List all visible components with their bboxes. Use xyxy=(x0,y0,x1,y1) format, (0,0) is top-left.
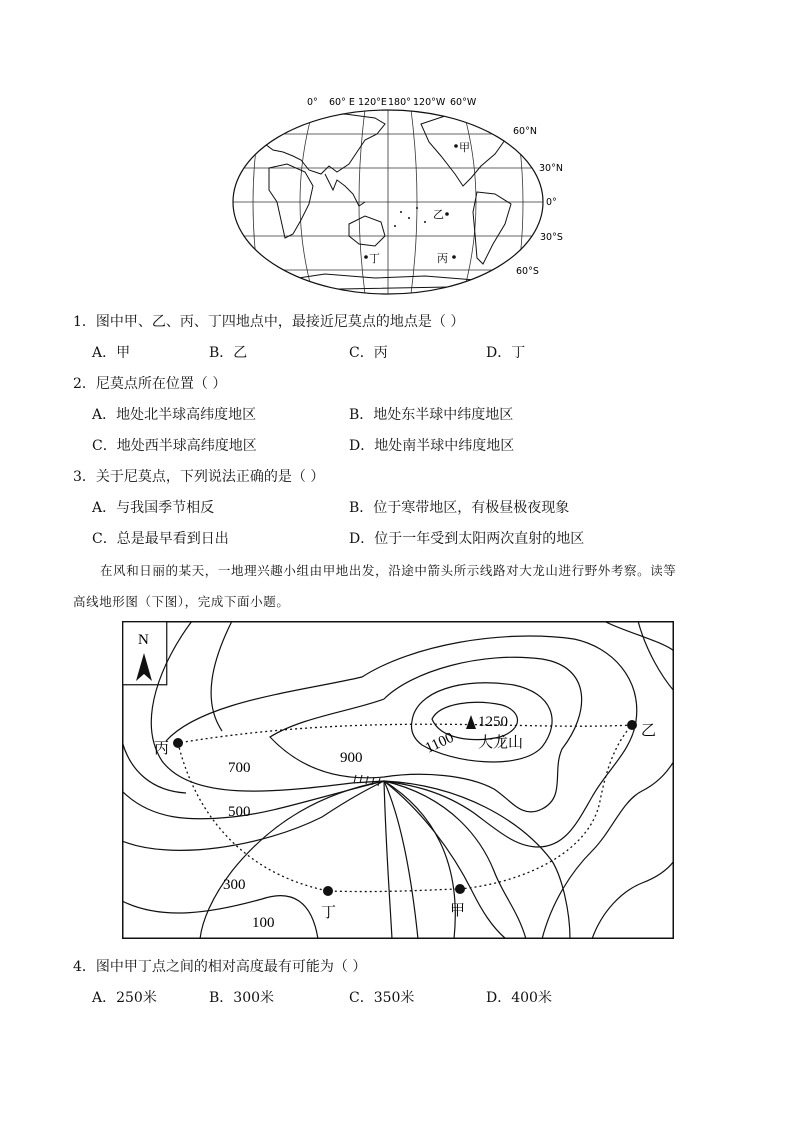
contour-label-1100: 1100 xyxy=(422,729,457,757)
q3-option-a[interactable]: A．与我国季节相反 xyxy=(92,500,215,516)
point-bing-marker xyxy=(452,255,456,259)
lat-label: 30°S xyxy=(540,232,563,243)
world-map-figure xyxy=(225,94,565,302)
q1-option-b[interactable]: B．乙 xyxy=(209,345,248,361)
point-jia-label: 甲 xyxy=(459,141,470,154)
point-yi-marker xyxy=(627,720,637,730)
contour-label-900: 900 xyxy=(340,750,363,766)
lon-label: 60° E xyxy=(329,97,355,108)
lat-label: 60°N xyxy=(513,126,537,137)
q1-option-a[interactable]: A．甲 xyxy=(92,345,131,361)
point-yi-marker xyxy=(445,212,449,216)
map-frame xyxy=(123,622,674,939)
passage-line-1: 在风和日丽的某天，一地理兴趣小组由甲地出发，沿途中箭头所示线路对大龙山进行野外考察。读等 xyxy=(100,563,677,578)
contour-label-300: 300 xyxy=(223,877,246,893)
lat-label: 60°S xyxy=(516,266,539,277)
question-1: 1．图中甲、乙、丙、丁四地点中，最接近尼莫点的地点是（ ） xyxy=(73,314,465,330)
question-2: 2．尼莫点所在位置（ ） xyxy=(73,376,227,392)
point-bing-label: 丙 xyxy=(154,741,170,757)
q2-option-a[interactable]: A．地处北半球高纬度地区 xyxy=(92,407,257,423)
q4-option-a[interactable]: A．250米 xyxy=(92,990,157,1006)
q4-option-b[interactable]: B．300米 xyxy=(209,990,275,1006)
lat-label: 0° xyxy=(546,197,557,208)
lon-label: 60°W xyxy=(450,97,477,108)
lon-label: 120°E xyxy=(358,97,387,108)
contour-label-700: 700 xyxy=(228,760,251,776)
contour-label-100: 100 xyxy=(252,915,275,931)
point-jia-marker xyxy=(455,884,465,894)
point-bing-marker xyxy=(173,738,183,748)
lon-label: 0° xyxy=(307,97,318,108)
world-map-svg xyxy=(225,94,565,302)
q2-option-d[interactable]: D．地处南半球中纬度地区 xyxy=(349,438,515,454)
point-ding-label: 丁 xyxy=(321,905,337,921)
point-jia-marker xyxy=(454,144,458,148)
q1-option-c[interactable]: C．丙 xyxy=(349,345,388,361)
peak-name-label: 大龙山 xyxy=(478,735,524,751)
q1-option-d[interactable]: D．丁 xyxy=(486,345,526,361)
lon-label: 120°W xyxy=(413,97,446,108)
q4-option-d[interactable]: D．400米 xyxy=(486,990,552,1006)
q2-option-c[interactable]: C．地处西半球高纬度地区 xyxy=(92,438,257,454)
north-label: N xyxy=(138,632,149,648)
point-ding-label: 丁 xyxy=(369,252,380,265)
question-4: 4．图中甲丁点之间的相对高度最有可能为（ ） xyxy=(73,959,367,975)
passage-line-2: 高线地形图（下图），完成下面小题。 xyxy=(73,594,290,609)
q3-option-b[interactable]: B．位于寒带地区，有极昼极夜现象 xyxy=(349,500,570,516)
point-yi-label: 乙 xyxy=(641,723,657,739)
question-3: 3．关于尼莫点，下列说法正确的是（ ） xyxy=(73,469,325,485)
point-ding-marker xyxy=(364,255,368,259)
q3-option-d[interactable]: D．位于一年受到太阳两次直射的地区 xyxy=(349,531,585,547)
point-yi-label: 乙 xyxy=(433,208,444,221)
lon-label: 180° xyxy=(388,97,411,108)
lat-label: 30°N xyxy=(539,163,563,174)
contour-label-1250: 1250 xyxy=(478,714,508,730)
q3-option-c[interactable]: C．总是最早看到日出 xyxy=(92,531,229,547)
q2-option-b[interactable]: B．地处东半球中纬度地区 xyxy=(349,407,514,423)
q4-option-c[interactable]: C．350米 xyxy=(349,990,415,1006)
contour-label-500: 500 xyxy=(228,804,251,820)
contour-map-svg xyxy=(122,621,674,939)
point-ding-marker xyxy=(323,886,333,896)
point-jia-label: 甲 xyxy=(450,903,466,919)
contour-map-figure xyxy=(122,621,674,939)
point-bing-label: 丙 xyxy=(437,252,448,265)
